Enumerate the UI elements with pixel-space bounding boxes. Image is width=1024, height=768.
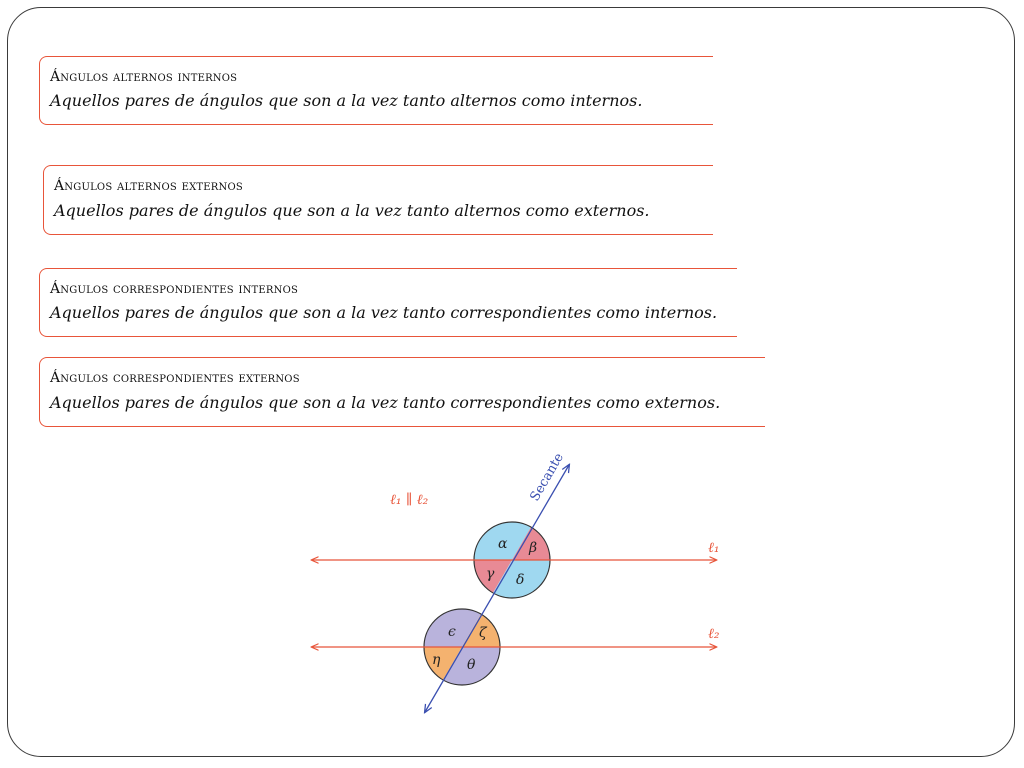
angle-epsilon-label: ϵ [448,624,456,640]
angle-gamma-label: γ [486,566,495,582]
definition-body: Aquellos pares de ángulos que son a la vez tanto correspondientes como externos. [50,393,721,412]
transversal-line [425,465,569,712]
angle-eta-label: η [432,652,441,668]
definition-title: Ángulos alternos internos [50,69,238,85]
definition-body: Aquellos pares de ángulos que son a la vez tanto correspondientes como internos. [50,303,718,322]
line1-label: ℓ₁ [708,540,720,556]
definition-body: Aquellos pares de ángulos que son a la vez tanto alternos como internos. [50,91,643,110]
angle-zeta-label: ζ [479,625,487,641]
angle-theta-label: θ [467,657,476,673]
definition-title: Ángulos correspondientes internos [50,281,299,297]
definition-title: Ángulos alternos externos [54,178,243,194]
definition-body: Aquellos pares de ángulos que son a la vez tanto alternos como externos. [54,201,650,220]
definition-title: Ángulos correspondientes externos [50,370,300,386]
angle-beta-label: β [529,540,538,556]
angle-alpha-label: α [498,536,508,552]
angle-delta-label: δ [516,572,525,588]
transversal-label: Secante [527,450,567,504]
parallel-label: ℓ₁ ∥ ℓ₂ [390,492,429,508]
line2-label: ℓ₂ [708,626,720,642]
